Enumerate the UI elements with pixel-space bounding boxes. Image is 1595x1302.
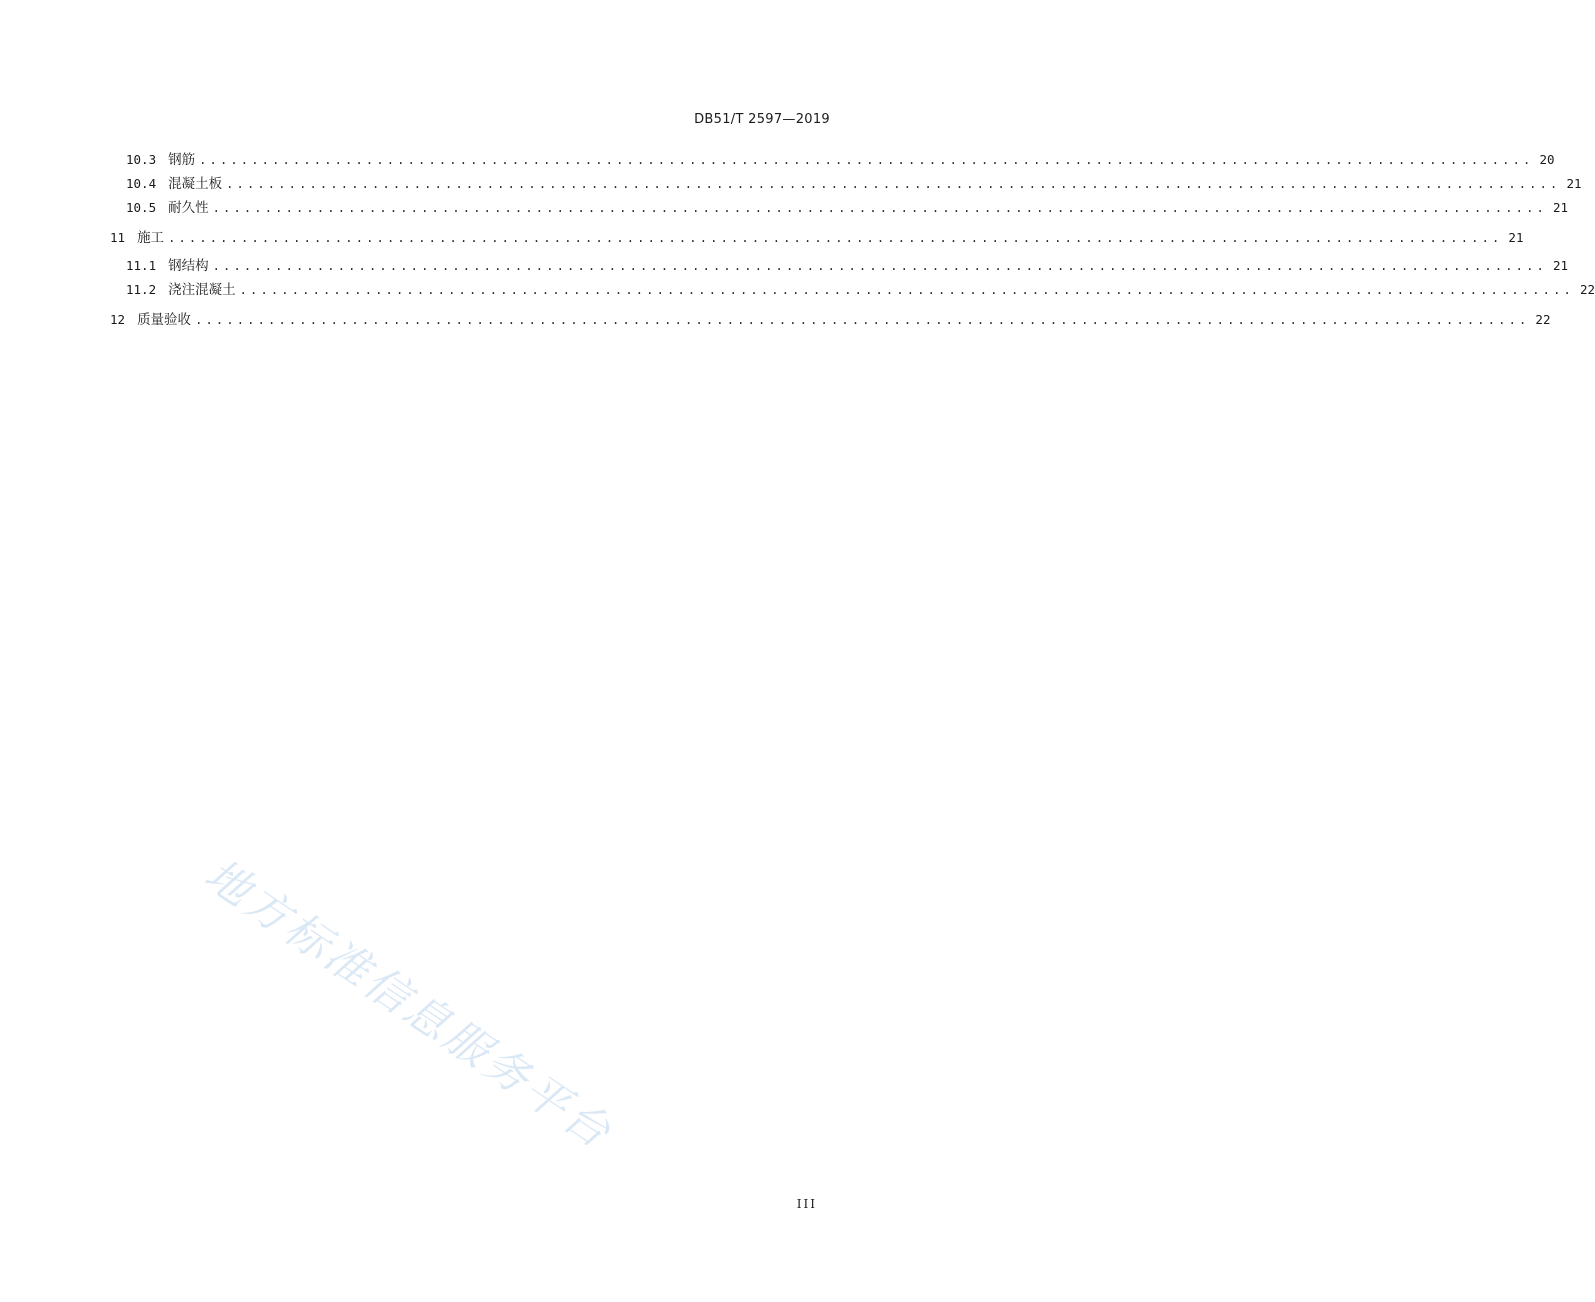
toc-dot-leader: ................................................................................................................................ [212, 259, 1547, 273]
document-code: DB51/T 2597—2019 [694, 112, 830, 127]
toc-entry-page: 21 [1508, 230, 1524, 245]
toc-entry-title: 混凝土板 [168, 176, 223, 192]
toc-entry-12[interactable] [110, 310, 1551, 334]
toc-entry-page: 21 [1552, 200, 1569, 215]
toc-dot-leader: ................................................................................................................................ [226, 177, 1561, 191]
toc-entry-11-1[interactable] [110, 256, 1569, 280]
toc-dot-leader: ................................................................................................................................ [239, 283, 1574, 297]
toc-entry-10-5[interactable] [110, 198, 1569, 222]
toc-entry-page: 21 [1566, 176, 1582, 191]
toc-entry-title: 施工 [137, 230, 165, 246]
toc-entry-number: 11.1 [126, 258, 157, 273]
toc-entry-page: 22 [1535, 312, 1551, 327]
toc-entry-number: 10.4 [126, 176, 157, 191]
toc-entry-title: 耐久性 [168, 200, 209, 216]
toc-entry-number: 10.5 [126, 200, 157, 215]
toc-entry-10-4[interactable] [110, 174, 1582, 198]
watermark: 地方标准信息服务平台 [195, 849, 622, 1160]
toc-entry-number: 12 [110, 312, 126, 327]
toc-entry-title: 钢筋 [168, 152, 196, 168]
toc-entry-11[interactable] [110, 228, 1524, 252]
page-number: III [796, 1197, 817, 1211]
toc-entry-number: 11.2 [126, 282, 157, 297]
toc-dot-leader: ................................................................................................................................ [168, 231, 1503, 245]
toc-entry-page: 20 [1539, 152, 1555, 167]
toc-entry-number: 10.3 [126, 152, 157, 167]
toc-entry-page: 22 [1579, 282, 1595, 297]
toc-entry-10-3[interactable] [110, 150, 1555, 174]
toc-entry-title: 质量验收 [137, 312, 192, 328]
toc-dot-leader: ................................................................................................................................ [195, 313, 1530, 327]
toc-entry-title: 浇注混凝土 [168, 282, 236, 298]
toc-entry-number: 11 [110, 230, 126, 245]
toc-dot-leader: ................................................................................................................................ [199, 153, 1534, 167]
toc-entry-title: 钢结构 [168, 258, 209, 274]
table-of-contents [110, 150, 1595, 334]
toc-dot-leader: ................................................................................................................................ [212, 201, 1547, 215]
toc-entry-11-2[interactable] [110, 280, 1595, 304]
toc-entry-page: 21 [1552, 258, 1569, 273]
